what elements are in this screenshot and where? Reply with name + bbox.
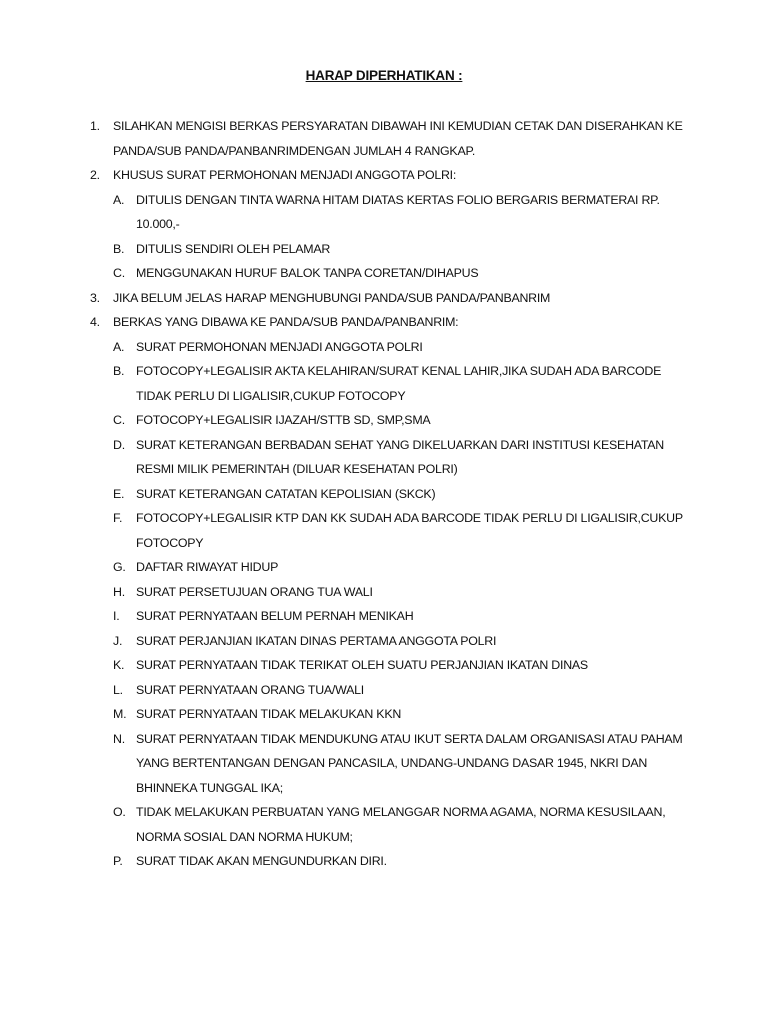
list-item [0, 310, 768, 335]
item-number: 2. [90, 168, 100, 182]
sub-list-item [0, 359, 768, 408]
sub-item-letter: A. [113, 192, 125, 207]
sub-item-text: SURAT PERNYATAAN ORANG TUA/WALI [136, 682, 364, 697]
sub-item-letter: D. [113, 437, 125, 452]
sub-list-item [0, 727, 768, 801]
sub-item-text: DITULIS DENGAN TINTA WARNA HITAM DIATAS KERTAS FOLIO BERGARIS BERMATERAI RP. 10.000,- [136, 192, 660, 231]
sub-list-item [0, 580, 768, 605]
sub-item-letter: F. [113, 511, 123, 525]
list-item [0, 286, 768, 311]
sub-item-text: FOTOCOPY+LEGALISIR KTP DAN KK SUDAH ADA BARCODE TIDAK PERLU DI LIGALISIR,CUKUP FOTOCOPY [136, 511, 683, 550]
sub-item-text: SURAT PERNYATAAN TIDAK MELAKUKAN KKN [136, 707, 402, 721]
list-item [0, 163, 768, 188]
sub-item-letter: O. [113, 805, 126, 819]
sub-list-item [0, 849, 768, 874]
sub-list-item [0, 653, 768, 678]
sub-list-item [0, 604, 768, 629]
item-text: BERKAS YANG DIBAWA KE PANDA/SUB PANDA/PANBANRIM: [113, 315, 459, 329]
item-text: KHUSUS SURAT PERMOHONAN MENJADI ANGGOTA POLRI: [113, 168, 457, 182]
sub-item-letter: A. [113, 339, 125, 354]
sub-item-letter: C. [113, 413, 125, 427]
list-item [0, 114, 768, 163]
sub-item-letter: B. [113, 364, 125, 378]
sub-list-item [0, 237, 768, 262]
sub-item-letter: E. [113, 486, 125, 501]
sub-item-letter: M. [113, 707, 127, 721]
sub-list-item [0, 702, 768, 727]
item-text: JIKA BELUM JELAS HARAP MENGHUBUNGI PANDA/SUB PANDA/PANBANRIM [113, 290, 551, 305]
sub-item-text: FOTOCOPY+LEGALISIR AKTA KELAHIRAN/SURAT KENAL LAHIR,JIKA SUDAH ADA BARCODE TIDAK PERLU DI LIGALISIR,CUKUP FOTOCOPY [136, 364, 662, 403]
sub-item-text: SURAT PERMOHONAN MENJADI ANGGOTA POLRI [136, 339, 423, 354]
sub-list-item [0, 629, 768, 654]
sub-list-item [0, 800, 768, 849]
sub-item-text: MENGGUNAKAN HURUF BALOK TANPA CORETAN/DIHAPUS [136, 266, 479, 280]
item-number: 1. [90, 119, 100, 133]
sub-item-letter: I. [113, 609, 120, 623]
item-number: 4. [90, 315, 100, 329]
item-text: SILAHKAN MENGISI BERKAS PERSYARATAN DIBAWAH INI KEMUDIAN CETAK DAN DISERAHKAN KE PANDA/SUB PANDA/PANBANRIMDENGAN JUMLAH 4 RANGKAP. [113, 119, 683, 158]
sub-item-letter: C. [113, 266, 125, 280]
sub-item-text: DITULIS SENDIRI OLEH PELAMAR [136, 241, 331, 256]
sub-item-text: SURAT PERNYATAAN TIDAK MENDUKUNG ATAU IKUT SERTA DALAM ORGANISASI ATAU PAHAM YANG BERTENTANGAN DENGAN PANCASILA, UNDANG-UNDANG DASAR 1945, NKRI DAN BHINNEKA TUNGGAL IKA; [136, 731, 683, 795]
sub-item-letter: P. [113, 854, 123, 868]
sub-item-text: SURAT TIDAK AKAN MENGUNDURKAN DIRI. [136, 854, 387, 868]
sub-item-text: SURAT PERNYATAAN BELUM PERNAH MENIKAH [136, 609, 414, 623]
sub-item-text: SURAT PERJANJIAN IKATAN DINAS PERTAMA ANGGOTA POLRI [136, 633, 497, 648]
sub-item-text: SURAT KETERANGAN CATATAN KEPOLISIAN (SKCK) [136, 486, 436, 501]
sub-item-text: FOTOCOPY+LEGALISIR IJAZAH/STTB SD, SMP,SMA [136, 413, 431, 427]
sub-item-text: SURAT PERNYATAAN TIDAK TERIKAT OLEH SUATU PERJANJIAN IKATAN DINAS [136, 658, 588, 672]
sub-list-item [0, 482, 768, 507]
document-title: HARAP DIPERHATIKAN : [305, 68, 463, 83]
sub-item-text: SURAT PERSETUJUAN ORANG TUA WALI [136, 584, 373, 599]
requirements-list [0, 114, 768, 874]
sub-item-letter: N. [113, 731, 125, 746]
sub-list-item [0, 433, 768, 482]
item-number: 3. [90, 290, 100, 305]
sub-list-item [0, 506, 768, 555]
sub-item-text: DAFTAR RIWAYAT HIDUP [136, 560, 279, 574]
sub-list-item [0, 188, 768, 237]
sub-list-item [0, 408, 768, 433]
sub-list-item [0, 261, 768, 286]
sub-list-item [0, 678, 768, 703]
sub-item-letter: J. [113, 633, 123, 648]
sub-item-letter: B. [113, 241, 125, 256]
sub-item-letter: G. [113, 560, 126, 574]
sub-item-text: TIDAK MELAKUKAN PERBUATAN YANG MELANGGAR NORMA AGAMA, NORMA KESUSILAAN, NORMA SOSIAL DAN NORMA HUKUM; [136, 805, 666, 844]
sub-item-letter: H. [113, 584, 125, 599]
sub-item-text: SURAT KETERANGAN BERBADAN SEHAT YANG DIKELUARKAN DARI INSTITUSI KESEHATAN RESMI MILIK PEMERINTAH (DILUAR KESEHATAN POLRI) [136, 437, 664, 476]
sub-item-letter: L. [113, 682, 123, 697]
sub-item-letter: K. [113, 658, 125, 672]
sub-list-item [0, 335, 768, 360]
sub-list-item [0, 555, 768, 580]
